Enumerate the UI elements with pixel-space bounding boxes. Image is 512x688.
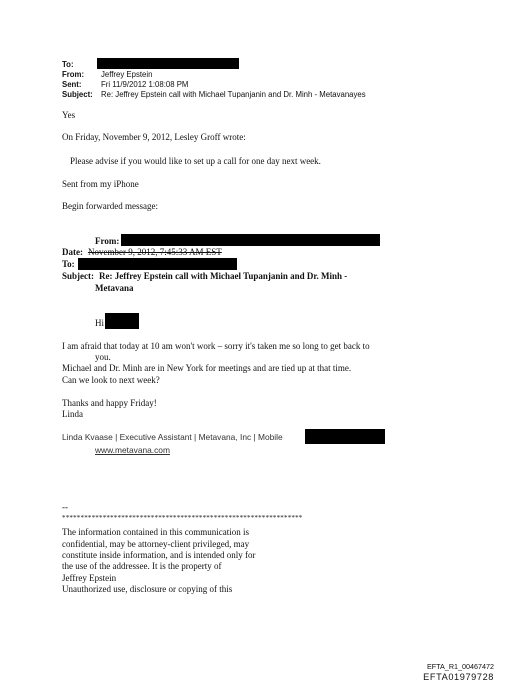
body-line3: Can we look to next week? (62, 375, 160, 385)
disclaimer-line4: the use of the addressee. It is the property of (62, 561, 222, 571)
dash-separator: -- (62, 502, 68, 512)
reply-yes: Yes (62, 110, 76, 120)
fwd-date-label: Date: (62, 247, 83, 257)
fwd-from-label: From: (95, 236, 120, 246)
subject-label: Subject: (62, 90, 93, 99)
sent-value: Fri 11/9/2012 1:08:08 PM (101, 80, 189, 89)
efta-r1-id: EFTA_R1_00467472 (427, 662, 494, 671)
fwd-subject-line1: Re: Jeffrey Epstein call with Michael Tupanjanin and Dr. Minh - (99, 271, 348, 281)
disclaimer-line6: Unauthorized use, disclosure or copying of this (62, 584, 233, 594)
redaction-block (105, 313, 139, 329)
sent-from-iphone: Sent from my iPhone (62, 179, 139, 189)
signature-line: Linda Kvaase | Executive Assistant | Metavana, Inc | Mobile (62, 432, 283, 442)
redaction-block (78, 258, 237, 270)
signoff-name: Linda (62, 409, 83, 419)
fwd-to-label: To: (62, 259, 75, 269)
to-label: To: (62, 60, 74, 69)
disclaimer-line2: confidential, may be attorney-client privileged, may (62, 539, 250, 549)
body-line1b: you. (95, 352, 111, 362)
sent-label: Sent: (62, 80, 82, 89)
quoted-text: Please advise if you would like to set up a call for one day next week. (70, 156, 321, 166)
fwd-subject-label: Subject: (62, 271, 94, 281)
thanks-line: Thanks and happy Friday! (62, 398, 157, 408)
subject-value: Re: Jeffrey Epstein call with Michael Tupanjanin and Dr. Minh - Metavanayes (101, 90, 366, 99)
redaction-block (121, 234, 380, 246)
fwd-date-value: November 9, 2012, 7:45:33 AM EST (88, 247, 222, 257)
disclaimer-line5: Jeffrey Epstein (62, 573, 117, 583)
fwd-subject-line2: Metavana (95, 283, 134, 293)
from-label: From: (62, 70, 85, 79)
redaction-block (97, 58, 239, 69)
efta-id: EFTA01979728 (423, 672, 494, 682)
greeting: Hi (95, 318, 104, 328)
redaction-block (305, 429, 385, 444)
disclaimer-line1: The information contained in this communication is (62, 527, 249, 537)
star-separator: ***************************************************************** (62, 514, 303, 522)
body-line1: I am afraid that today at 10 am won't work – sorry it's taken me so long to get back to (62, 341, 370, 351)
from-value: Jeffrey Epstein (101, 70, 153, 79)
body-line2: Michael and Dr. Minh are in New York for meetings and are tied up at that time. (62, 363, 352, 373)
quoted-intro: On Friday, November 9, 2012, Lesley Groff wrote: (62, 132, 246, 142)
disclaimer-line3: constitute inside information, and is intended only for (62, 550, 256, 560)
begin-forwarded: Begin forwarded message: (62, 201, 158, 211)
website-link[interactable]: www.metavana.com (95, 445, 170, 455)
